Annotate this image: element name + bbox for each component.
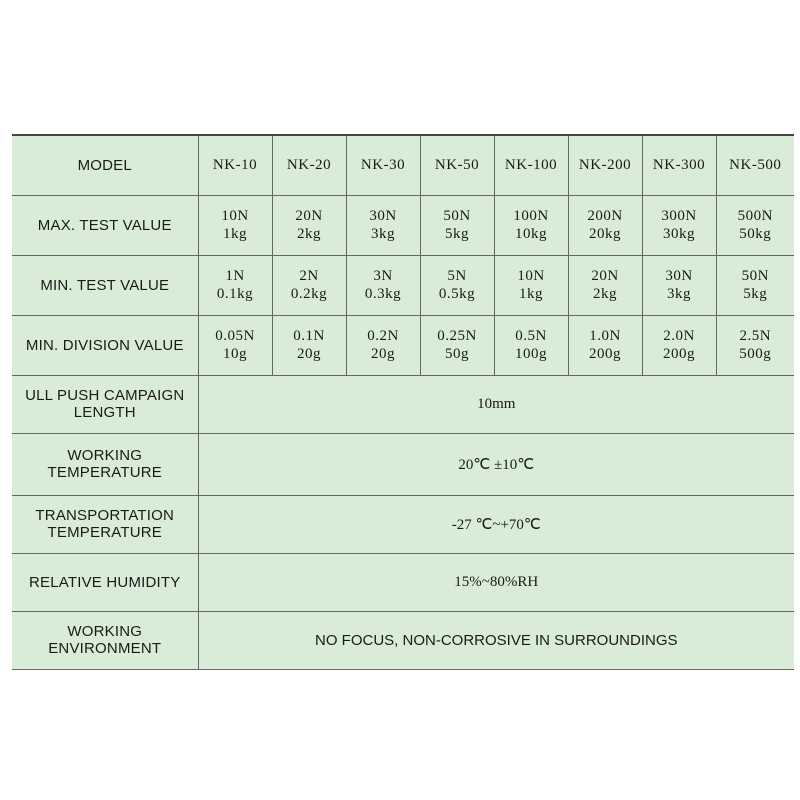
model-header: NK-30 xyxy=(346,135,420,195)
row-label-min-division: MIN. DIVISION VALUE xyxy=(12,315,198,375)
model-header: NK-500 xyxy=(716,135,794,195)
max-test-cell: 20N 2kg xyxy=(272,195,346,255)
model-header: NK-50 xyxy=(420,135,494,195)
max-test-cell: 300N 30kg xyxy=(642,195,716,255)
table-row-humidity xyxy=(12,553,794,611)
min-test-cell: 20N 2kg xyxy=(568,255,642,315)
working-temp-value: 20℃ ±10℃ xyxy=(198,433,794,495)
row-label-max-test: MAX. TEST VALUE xyxy=(12,195,198,255)
row-label-min-test: MIN. TEST VALUE xyxy=(12,255,198,315)
model-header: NK-300 xyxy=(642,135,716,195)
max-test-cell: 200N 20kg xyxy=(568,195,642,255)
min-test-cell: 10N 1kg xyxy=(494,255,568,315)
max-test-cell: 10N 1kg xyxy=(198,195,272,255)
max-test-cell: 500N 50kg xyxy=(716,195,794,255)
min-division-cell: 0.25N 50g xyxy=(420,315,494,375)
humidity-value: 15%~80%RH xyxy=(198,553,794,611)
min-test-cell: 30N 3kg xyxy=(642,255,716,315)
max-test-cell: 30N 3kg xyxy=(346,195,420,255)
min-division-cell: 0.05N 10g xyxy=(198,315,272,375)
min-division-cell: 0.1N 20g xyxy=(272,315,346,375)
min-division-cell: 1.0N 200g xyxy=(568,315,642,375)
min-test-cell: 3N 0.3kg xyxy=(346,255,420,315)
row-label-push-length: ULL PUSH CAMPAIGN LENGTH xyxy=(12,375,198,433)
table-row-min-test xyxy=(12,255,794,315)
model-header: NK-10 xyxy=(198,135,272,195)
min-test-cell: 2N 0.2kg xyxy=(272,255,346,315)
table-row-transport-temp xyxy=(12,495,794,553)
max-test-cell: 50N 5kg xyxy=(420,195,494,255)
table-row-working-temp xyxy=(12,433,794,495)
row-label-humidity: RELATIVE HUMIDITY xyxy=(12,553,198,611)
min-division-cell: 2.5N 500g xyxy=(716,315,794,375)
table-row-model xyxy=(12,135,794,195)
table-row-max-test xyxy=(12,195,794,255)
model-header: NK-20 xyxy=(272,135,346,195)
row-label-model: MODEL xyxy=(12,135,198,195)
min-test-cell: 5N 0.5kg xyxy=(420,255,494,315)
push-length-value: 10mm xyxy=(198,375,794,433)
min-division-cell: 0.5N 100g xyxy=(494,315,568,375)
table-row-environment xyxy=(12,611,794,669)
table-row-push-length xyxy=(12,375,794,433)
environment-value: NO FOCUS, NON-CORROSIVE IN SURROUNDINGS xyxy=(198,611,794,669)
max-test-cell: 100N 10kg xyxy=(494,195,568,255)
min-division-cell: 2.0N 200g xyxy=(642,315,716,375)
row-label-transport-temp: TRANSPORTATION TEMPERATURE xyxy=(12,495,198,553)
min-division-cell: 0.2N 20g xyxy=(346,315,420,375)
model-header: NK-100 xyxy=(494,135,568,195)
min-test-cell: 1N 0.1kg xyxy=(198,255,272,315)
specification-table xyxy=(12,134,794,670)
row-label-environment: WORKING ENVIRONMENT xyxy=(12,611,198,669)
model-header: NK-200 xyxy=(568,135,642,195)
table-row-min-division xyxy=(12,315,794,375)
min-test-cell: 50N 5kg xyxy=(716,255,794,315)
transport-temp-value: -27 ℃~+70℃ xyxy=(198,495,794,553)
row-label-working-temp: WORKING TEMPERATURE xyxy=(12,433,198,495)
